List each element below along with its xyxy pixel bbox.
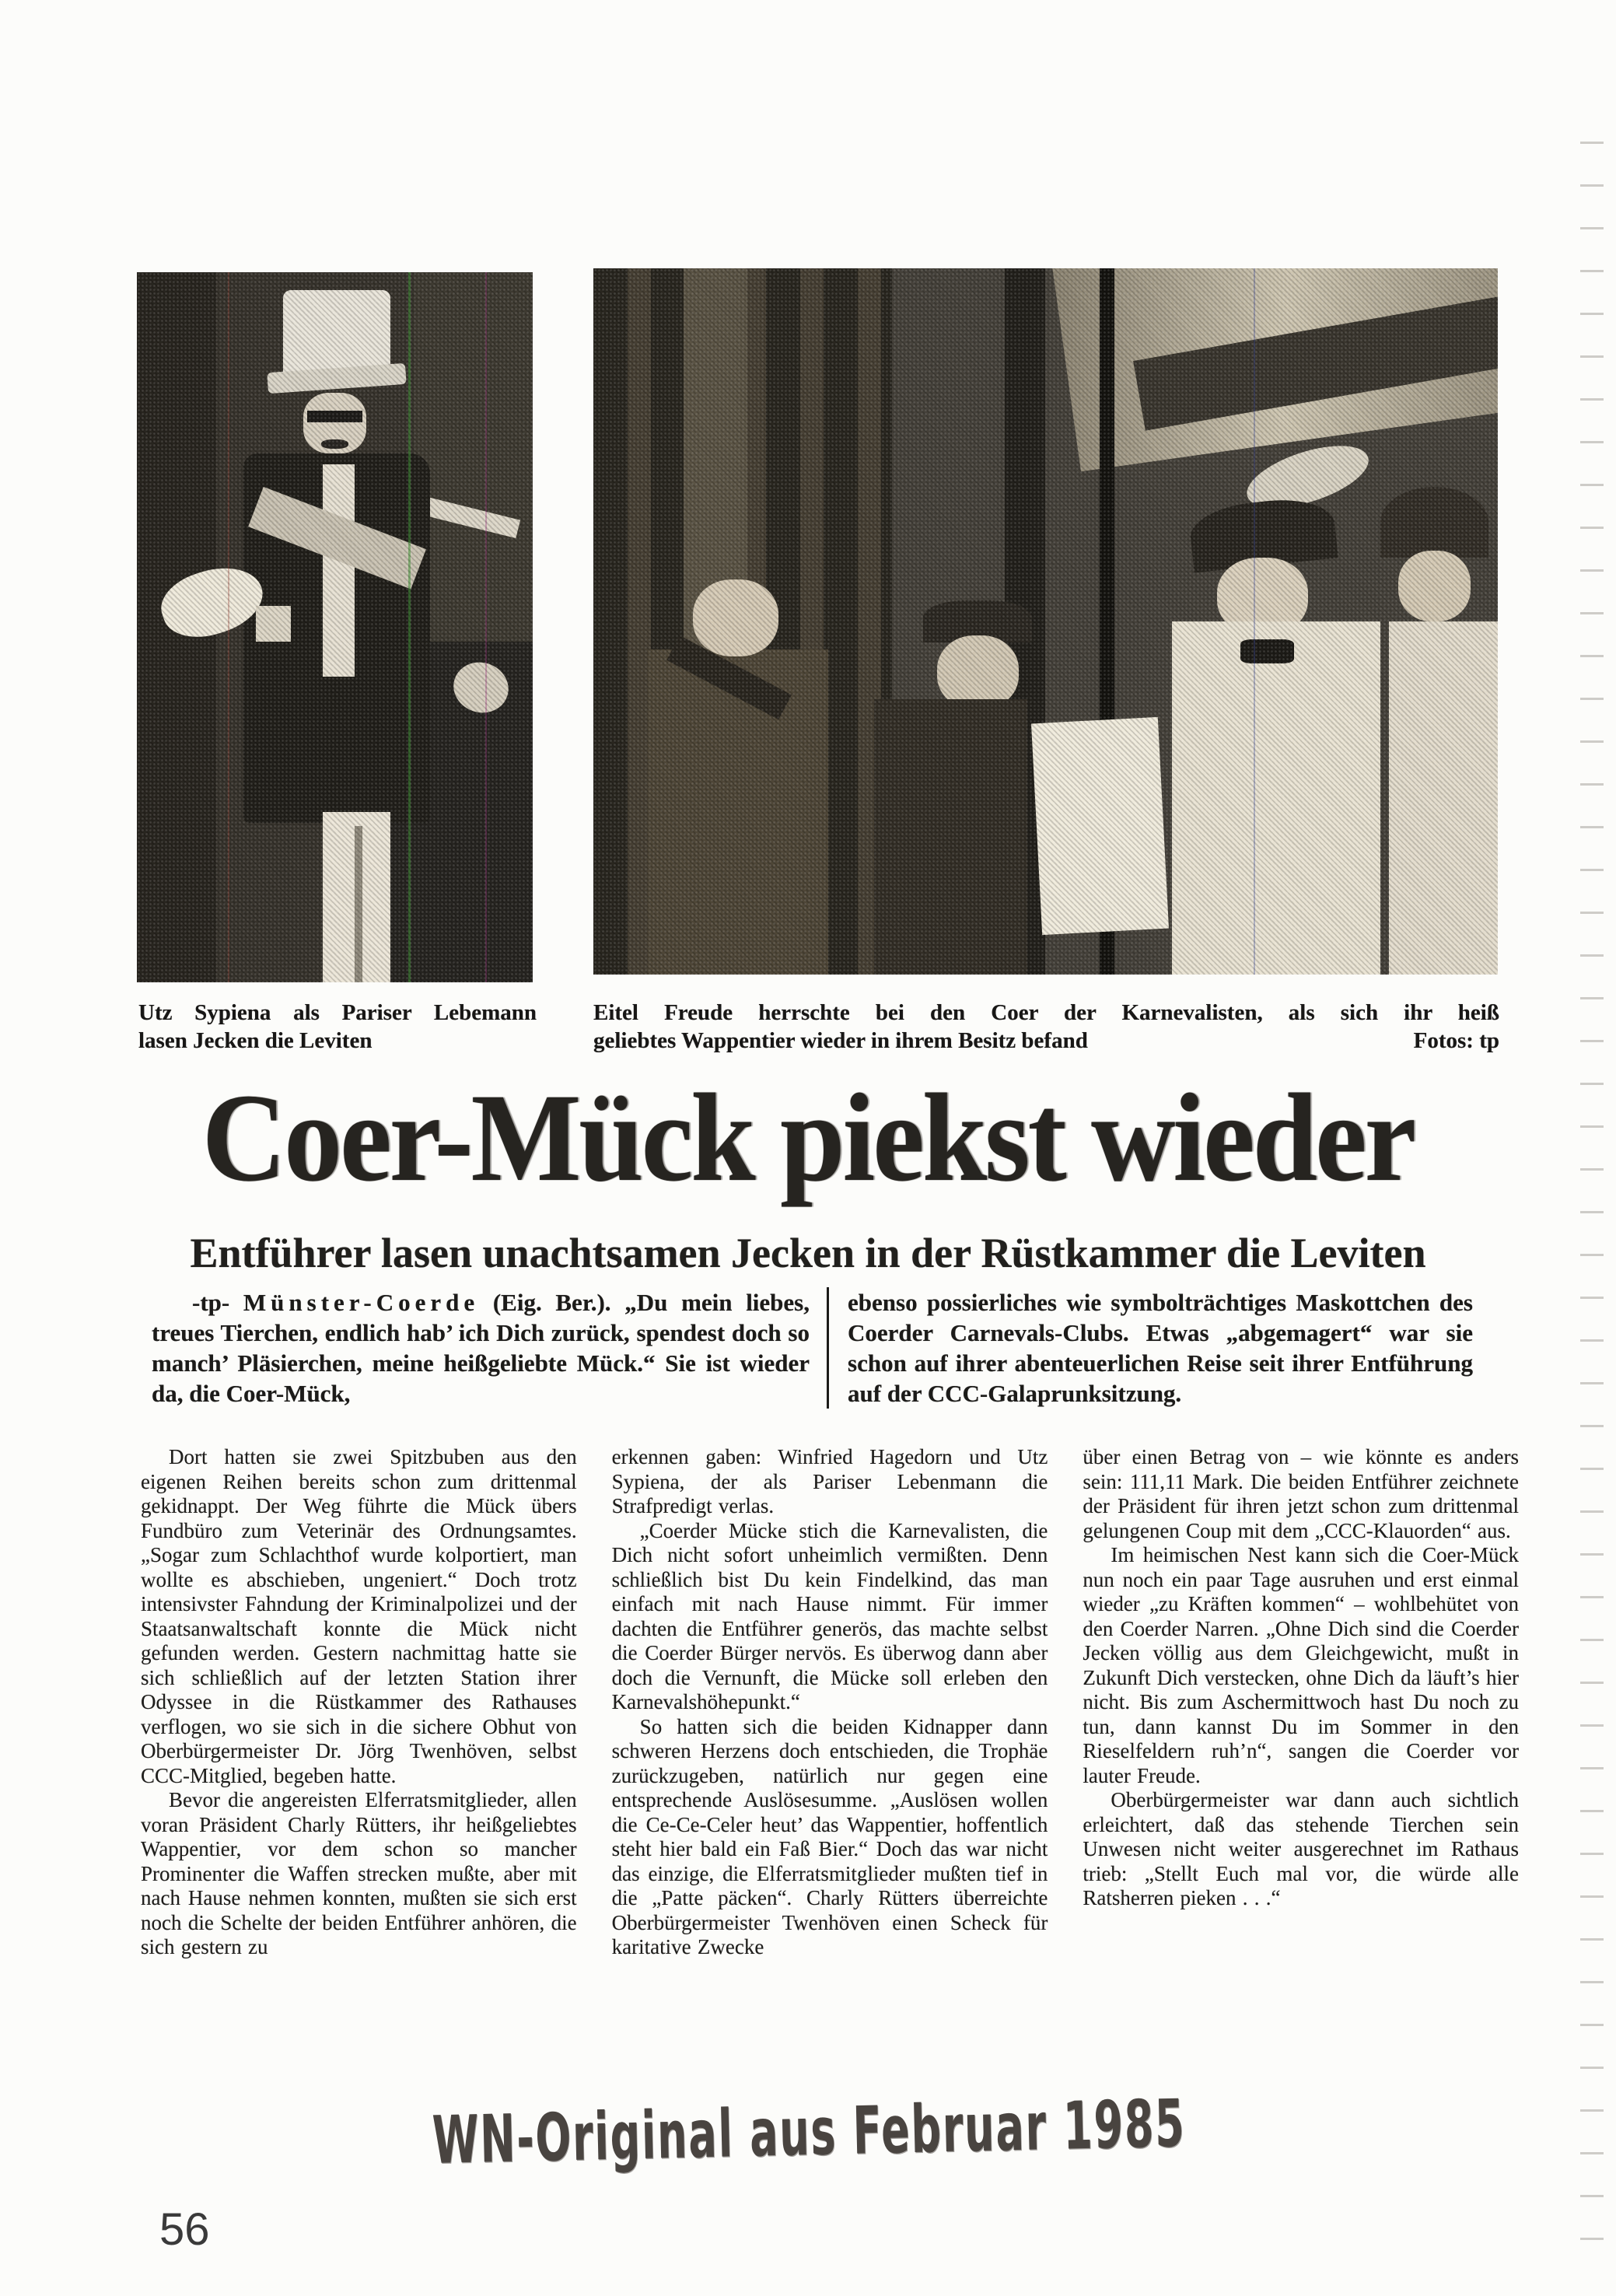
paragraph: „Coerder Mücke stich die Karnevalisten, die Dich nicht sofort unheimlich vermißten. Denn schließlich bist Du kein Findelkind, das man einfach mit nach Hause nimmt. Für immer dachten die Entführer generös, das machte selbst die Coerder Bürger nervös. Es überwog dann aber doch die Vernunft, die Mücke soll erleben den Karnevalshöhepunkt.“ bbox=[611, 1518, 1048, 1713]
caption-left-photo bbox=[138, 999, 537, 1055]
figure4-hat-shape bbox=[1380, 487, 1489, 558]
dateline-place: Münster-Coerde bbox=[243, 1289, 480, 1316]
paragraph: erkennen gaben: Winfried Hagedorn und Utz Sypiena, der als Pariser Lebenmann die Strafpredigt verlas. bbox=[611, 1445, 1048, 1517]
lead-column-left bbox=[152, 1287, 827, 1409]
article-subheadline: Entführer lasen unachtsamen Jecken in der Rüstkammer die Leviten bbox=[190, 1230, 1426, 1276]
paragraph: Dort hatten sie zwei Spitzbuben aus den eigenen Reihen bereits schon zum drittenmal gekidnappt. Der Weg führte die Mück übers Fundbüro zum Veterinär des Ordnungsamtes. „Sogar zum Schlachthof wurde kolportiert, man wollte es abschieben, ungeniert.“ Doch trotz intensivster Fahndung der Kriminalpolizei und der Staatsanwaltschaft konnte die Mück nicht gefunden werden. Gestern nachmittag hatte sie sich schließlich auf der letzten Station ihrer Odyssee in die Rüstkammer des Rathauses verflogen, wo sie sich in die sichere Obhut von Oberbürgermeister Dr. Jörg Twenhöven, selbst CCC-Mitglied, begeben hatte. bbox=[141, 1445, 577, 1787]
page-number: 56 bbox=[159, 2204, 210, 2255]
paragraph: Oberbürgermeister war dann auch sichtlich erleichtert, daß das stehende Tierchen sein Unwesen nicht weiter ausgerechnet im Rathaus trieb: „Stellt Euch mal vor, die würde alle Ratsherren pieken . . .“ bbox=[1083, 1788, 1520, 1909]
body-column-2 bbox=[612, 1445, 1048, 1960]
photo-credit: Fotos: tp bbox=[1413, 1028, 1499, 1053]
cuff-shape bbox=[256, 606, 292, 642]
shirt-shape bbox=[323, 464, 355, 677]
white-suit-shape bbox=[1172, 621, 1380, 975]
leg-split-shape bbox=[355, 826, 362, 982]
scanline-blue bbox=[1254, 268, 1255, 975]
photo-utz-sypiena bbox=[137, 272, 533, 982]
moustache-shape bbox=[321, 439, 349, 450]
document-sheet-shape bbox=[1031, 717, 1169, 936]
caption-line: Utz Sypiena als Pariser Lebemann bbox=[138, 1000, 537, 1025]
figure2-body-shape bbox=[874, 699, 1028, 975]
dateline-note: (Eig. Ber.). bbox=[492, 1289, 611, 1316]
paragraph: Bevor die angereisten Elferratsmitglieder, allen voran Präsident Charly Rütters, ihr heißgeliebtes Wappentier, vor dem schon so mancher Prominenter die Waffen strecken mußte, aber mit nach Hause nehmen konnten, mußten sie sich erst noch die Schelte der beiden Entführer anhören, die sich gestern zu bbox=[141, 1788, 577, 1958]
caption-line: Eitel Freude herrschte bei den Coer der Karnevalisten, als sich ihr heiß bbox=[593, 1000, 1499, 1025]
caption-line: geliebtes Wappentier wieder in ihrem Besitz befand bbox=[593, 1028, 1088, 1053]
body-column-3 bbox=[1083, 1445, 1519, 1960]
caption-row bbox=[593, 1027, 1499, 1055]
figure1-face-shape bbox=[693, 579, 778, 657]
bow-tie-shape bbox=[1240, 639, 1295, 663]
paragraph: So hatten sich die beiden Kidnapper dann schweren Herzens doch entschieden, die Trophäe zurückzugeben, natürlich nur gegen eine entsprechende Auslösesumme. „Auslösen wollen die Ce-Ce-Celer heut’ das Wappentier, hoffentlich steht hier bald ein Faß Bier.“ Doch das war nicht das einzige, die Elferratsmitglieder mußten tief in die „Patte päcken“. Charly Rütters überreichte Oberbürgermeister Twenhöven einen Scheck für karitative Zwecke bbox=[611, 1714, 1048, 1958]
glasses-shape bbox=[307, 411, 362, 422]
scanline-green bbox=[408, 272, 411, 982]
top-hat-shape bbox=[283, 290, 390, 376]
paragraph: über einen Betrag von – wie könnte es anders sein: 111,11 Mark. Die beiden Entführer zeichnete der Präsident für ihren jetzt schon zum drittenmal gelungenen Coup mit dem „CCC-Klauorden“ aus. bbox=[1083, 1445, 1520, 1542]
wn-original-banner: WN-Original aus Februar 1985 bbox=[431, 2085, 1187, 2179]
article-body bbox=[141, 1445, 1519, 1960]
lead-section bbox=[152, 1287, 1474, 1409]
caption-line: lasen Jecken die Leviten bbox=[138, 1028, 373, 1053]
figure4-body-shape bbox=[1389, 621, 1498, 975]
caption-right-photo bbox=[593, 999, 1499, 1055]
figure4-face-shape bbox=[1398, 551, 1471, 621]
paragraph: Im heimischen Nest kann sich die Coer-Mück nun noch ein paar Tage ausruhen und erst einmal wieder „zu Kräften kommen“ – wohlbehütet von den Coerder Narren. „Ohne Dich sind die Coerder Jecken völlig aus dem Gleichgewicht, mußt in Zukunft Dich verstecken, ohne Dich da läuft’s hier nicht. Bis zum Aschermittwoch hast Du noch zu tun, dann kannst Du im Sommer in den Rieselfeldern ruh’n“, sangen die Coerder vor lauter Freude. bbox=[1083, 1543, 1520, 1787]
article-headline: Coer-Mück piekst wieder bbox=[201, 1068, 1415, 1208]
dateline-tag: -tp- bbox=[192, 1289, 230, 1316]
lead-column-right: ebenso possierliches wie symbolträchtiges Maskottchen des Coerder Carnevals-Clubs. Etwas „abgemagert“ war sie schon auf ihrer abenteuerlichen Reise seit ihrer Entführung auf der CCC-Galaprunksitzung. bbox=[848, 1289, 1473, 1407]
scanline-red bbox=[228, 272, 229, 982]
photo-karnevalisten-group bbox=[593, 268, 1498, 975]
binder-perforation-marks bbox=[1580, 101, 1604, 2271]
lead-text: „Du mein liebes, treues Tierchen, endlich hab’ ich Dich zurück, spendest doch so manch’ Pläsierchen, meine heißgeliebte Mück.“ Sie ist wieder da, die Coer-Mück, bbox=[152, 1289, 810, 1407]
body-column-1 bbox=[141, 1445, 577, 1960]
scanline-magenta bbox=[485, 272, 487, 982]
